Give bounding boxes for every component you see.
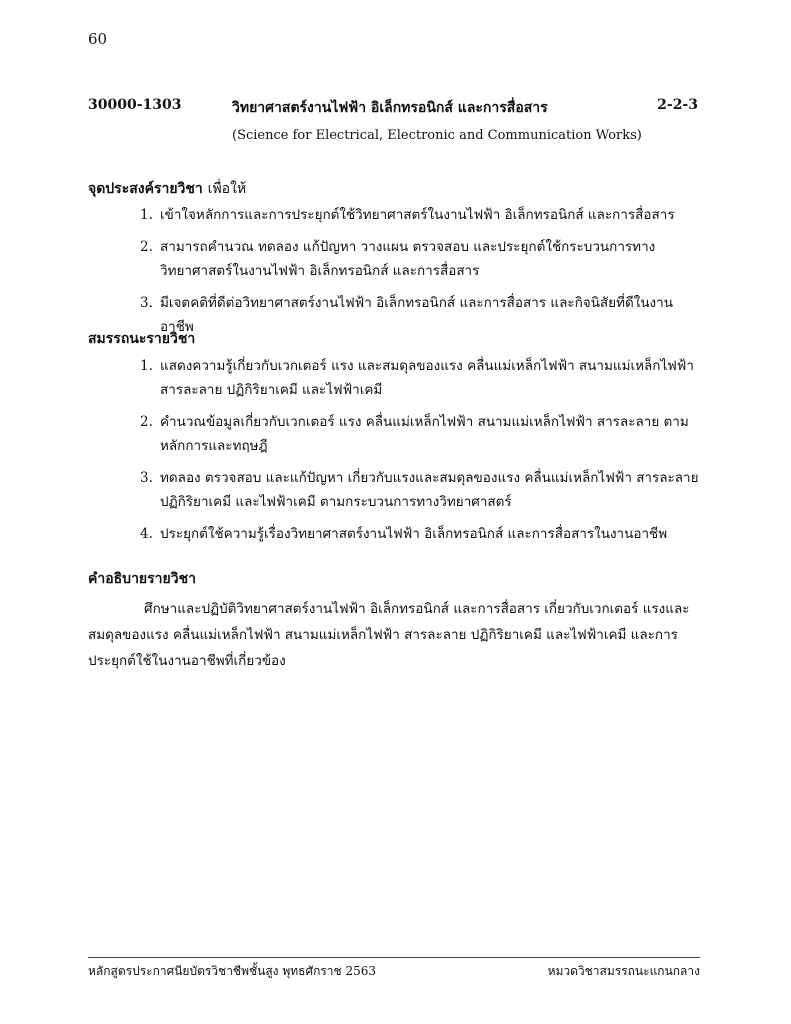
objective-number: 1. [140, 207, 153, 223]
objective-number: 3. [140, 295, 153, 311]
objective-number: 2. [140, 239, 153, 255]
course-credits: 2-2-3 [657, 97, 698, 113]
objective-text: สามารถคำนวณ ทดลอง แก้ปัญหา วางแผน ตรวจสอบ และประยุกต์ใช้กระบวนการทางวิทยาศาสตร์ในงานไฟฟ้า อิเล็กทรอนิกส์ และการสื่อสาร [160, 239, 656, 279]
course-code: 30000-1303 [88, 97, 182, 113]
competency-number: 3. [140, 470, 153, 486]
objectives-list [140, 203, 700, 347]
footer-divider [88, 957, 700, 958]
objective-text: เข้าใจหลักการและการประยุกต์ใช้วิทยาศาสตร์ในงานไฟฟ้า อิเล็กทรอนิกส์ และการสื่อสาร [160, 207, 675, 223]
footer-curriculum: หลักสูตรประกาศนียบัตรวิชาชีพชั้นสูง พุทธศักราช 2563 [88, 964, 377, 978]
competency-number: 2. [140, 414, 153, 430]
course-subtitle: (Science for Electrical, Electronic and Communication Works) [232, 128, 642, 143]
competencies-list [140, 354, 700, 554]
competency-item [140, 410, 700, 458]
competency-number: 1. [140, 358, 153, 374]
objectives-heading [88, 178, 246, 200]
competency-text: คำนวณข้อมูลเกี่ยวกับเวกเตอร์ แรง คลื่นแม่เหล็กไฟฟ้า สนามแม่เหล็กไฟฟ้า สารละลาย ตามหลักการและทฤษฎี [160, 414, 689, 454]
competency-text: ทดลอง ตรวจสอบ และแก้ปัญหา เกี่ยวกับแรงและสมดุลของแรง คลื่นแม่เหล็กไฟฟ้า สารละลาย ปฏิกิริยาเคมี และไฟฟ้าเคมี ตามกระบวนการทางวิทยาศาสตร์ [160, 470, 699, 510]
objective-item [140, 291, 700, 339]
objective-text: มีเจตคติที่ดีต่อวิทยาศาสตร์งานไฟฟ้า อิเล็กทรอนิกส์ และการสื่อสาร และกิจนิสัยที่ดีในงานอาชีพ [160, 295, 673, 335]
competencies-heading: สมรรถนะรายวิชา [88, 331, 196, 347]
description-heading: คำอธิบายรายวิชา [88, 571, 196, 587]
competency-text: ประยุกต์ใช้ความรู้เรื่องวิทยาศาสตร์งานไฟฟ้า อิเล็กทรอนิกส์ และการสื่อสารในงานอาชีพ [160, 526, 668, 542]
competency-number: 4. [140, 526, 153, 542]
course-title: วิทยาศาสตร์งานไฟฟ้า อิเล็กทรอนิกส์ และการสื่อสาร [232, 100, 548, 116]
competency-item [140, 522, 700, 546]
objectives-heading-suffix: เพื่อให้ [207, 181, 247, 197]
competency-item [140, 466, 700, 514]
competency-item [140, 354, 700, 402]
page-number: 60 [88, 30, 108, 48]
objective-item [140, 203, 700, 227]
course-header [88, 97, 698, 119]
competency-text: แสดงความรู้เกี่ยวกับเวกเตอร์ แรง และสมดุลของแรง คลื่นแม่เหล็กไฟฟ้า สนามแม่เหล็กไฟฟ้า สารละลาย ปฏิกิริยาเคมี และไฟฟ้าเคมี [160, 358, 694, 398]
footer-category: หมวดวิชาสมรรถนะแกนกลาง [547, 964, 700, 978]
objectives-heading-text: จุดประสงค์รายวิชา [88, 181, 203, 197]
description-text: ศึกษาและปฏิบัติวิทยาศาสตร์งานไฟฟ้า อิเล็กทรอนิกส์ และการสื่อสาร เกี่ยวกับเวกเตอร์ แรงและสมดุลของแรง คลื่นแม่เหล็กไฟฟ้า สนามแม่เหล็กไฟฟ้า สารละลาย ปฏิกิริยาเคมี และไฟฟ้าเคมี และการประยุกต์ใช้ในงานอาชีพที่เกี่ยวข้อง [88, 601, 690, 669]
objective-item [140, 235, 700, 283]
